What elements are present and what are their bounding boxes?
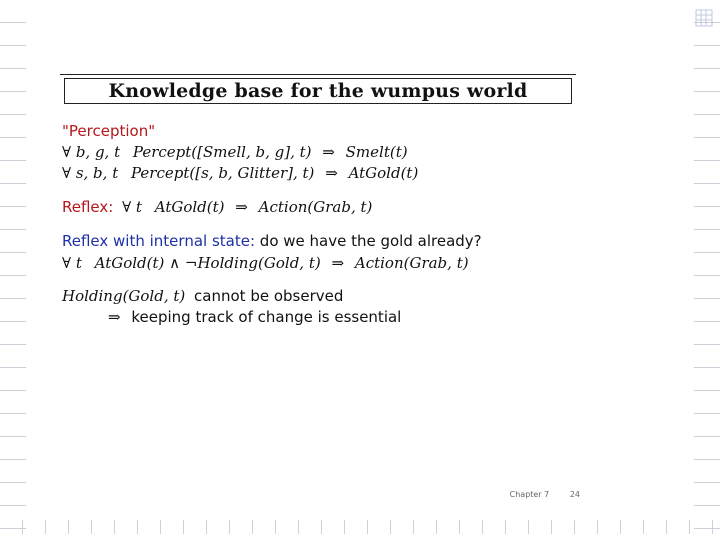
perception-rule-2 <box>62 164 418 182</box>
reflex-label: Reflex: <box>62 198 114 216</box>
left-margin-grid <box>0 0 26 540</box>
reflex-internal-lhs: AtGold(t) ∧ ¬Holding(Gold, t) <box>94 254 321 272</box>
reflex-arrow: ⇒ <box>235 198 248 216</box>
title-rule <box>60 74 576 75</box>
reflex-lhs: AtGold(t) <box>154 198 225 216</box>
holding-expression: Holding(Gold, t) <box>62 287 186 305</box>
reflex-internal-arrow: ⇒ <box>331 254 345 272</box>
holding-text: cannot be observed <box>194 287 344 305</box>
title-box <box>64 78 572 104</box>
bottom-margin-grid <box>0 520 720 534</box>
footer-chapter: Chapter 7 <box>509 490 550 499</box>
footer-page-number: 24 <box>569 490 580 499</box>
holding-statement <box>62 287 343 305</box>
implication-statement <box>108 308 401 326</box>
perception-rule-1 <box>62 143 408 161</box>
reflex-quantifier: ∀ t <box>122 198 142 216</box>
implication-arrow: ⇒ <box>108 308 121 326</box>
reflex-internal-heading <box>62 232 482 250</box>
reflex-internal-question: do we have the gold already? <box>259 232 482 250</box>
rule1-rhs: Smelt(t) <box>345 143 408 161</box>
rule1-lhs: Percept([Smell, b, g], t) <box>132 143 312 161</box>
rule2-quantifier: ∀ s, b, t <box>62 164 119 182</box>
rule2-lhs: Percept([s, b, Glitter], t) <box>131 164 315 182</box>
slide-footer <box>492 490 580 499</box>
corner-grid-icon <box>694 8 714 28</box>
reflex-internal-label: Reflex with internal state: <box>62 232 256 250</box>
rule2-rhs: AtGold(t) <box>348 164 419 182</box>
rule1-quantifier: ∀ b, g, t <box>62 143 121 161</box>
perception-heading: "Perception" <box>62 122 156 140</box>
reflex-rule <box>62 198 372 216</box>
reflex-internal-quantifier: ∀ t <box>62 254 82 272</box>
reflex-internal-rhs: Action(Grab, t) <box>354 254 469 272</box>
reflex-internal-rule <box>62 254 469 272</box>
rule1-arrow: ⇒ <box>322 143 335 161</box>
implication-text: keeping track of change is essential <box>131 308 402 326</box>
slide-title: Knowledge base for the wumpus world <box>108 80 528 102</box>
rule2-arrow: ⇒ <box>325 164 338 182</box>
reflex-rhs: Action(Grab, t) <box>258 198 373 216</box>
slide <box>60 74 580 514</box>
right-margin-grid <box>694 0 720 540</box>
